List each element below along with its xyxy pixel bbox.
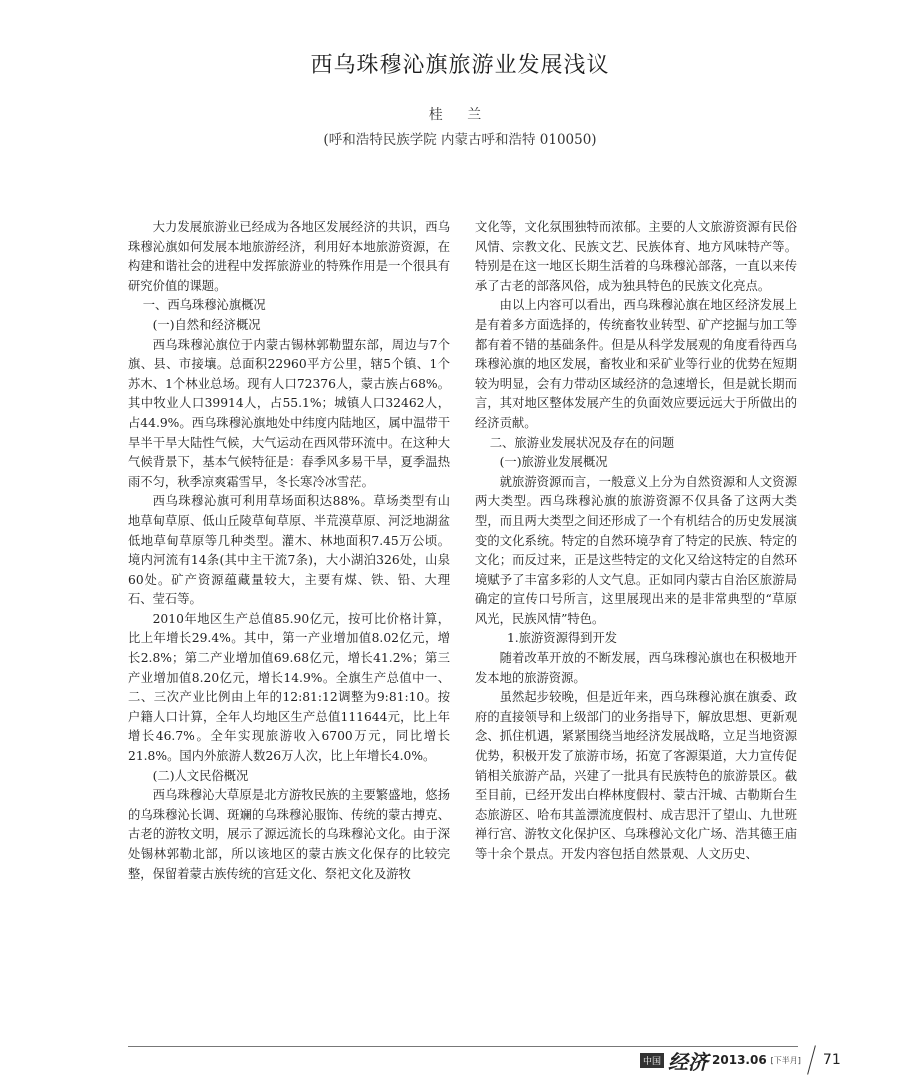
subsection-heading: (二)人文民俗概况 bbox=[152, 768, 249, 783]
section-heading: 一、西乌珠穆沁旗概况 bbox=[142, 298, 266, 313]
article-author: 桂 兰 bbox=[428, 107, 492, 123]
intro-paragraph: 大力发展旅游业已经成为各地区发展经济的共识，西乌珠穆沁旗如何发展本地旅游经济，利用好本地旅游资源，在构建和谐社会的进程中发挥旅游业的特殊作用是一个很具有研究价值的课题。 bbox=[128, 220, 450, 293]
page-footer bbox=[640, 1048, 841, 1072]
magazine-logo-tag: 中国 bbox=[640, 1053, 664, 1068]
body-paragraph: 就旅游资源而言，一般意义上分为自然资源和人文资源两大类型。西乌珠穆沁旗的旅游资源不仅具备了这两大类型，而且两大类型之间还形成了一个有机结合的历史发展演变的文化系统。特定的自然环境孕育了特定的民族、特定的文化；而反过来，正是这些特定的文化又给这特定的自然环境赋予了丰富多彩的人文气息。正如同内蒙古自治区旅游局确定的宣传口号所言，这里展现出来的是非常典型的“草原风光，民族风情”特色。 bbox=[475, 474, 797, 626]
body-paragraph: 西乌珠穆沁旗可利用草场面积达88%。草场类型有山地草甸草原、低山丘陵草甸草原、半荒漠草原、河泛地湖盆低地草甸草原等几种类型。灌木、林地面积7.45万公顷。境内河流有14条(其中主干流7条)，大小湖泊326处，山泉60处。矿产资源蕴藏量较大，主要有煤、铁、铅、大理石、莹石等。 bbox=[128, 494, 450, 607]
body-paragraph: 西乌珠穆沁大草原是北方游牧民族的主要繁盛地，悠扬的乌珠穆沁长调、斑斓的乌珠穆沁服饰、传统的蒙古搏克、古老的游牧文明，展示了源远流长的乌珠穆沁文化。由于深处锡林郭勒北部，所以该地区的蒙古族文化保存的比较完整，保留着蒙古族传统的宫廷文化、祭祀文化及游牧 bbox=[128, 788, 450, 881]
page-number: 71 bbox=[822, 1052, 841, 1068]
body-paragraph: 2010年地区生产总值85.90亿元，按可比价格计算，比上年增长29.4%。其中，第一产业增加值8.02亿元，增长2.8%；第二产业增加值69.68亿元，增长41.2%；第三产业增加值8.20亿元，增长14.9%。全旗生产总值中一、二、三次产业比例由上年的12:81:12调整为9:81:10。按户籍人口计算，全年人均地区生产总值111644元，比上年增长46.7%。全年实现旅游收入6700万元，同比增长21.8%。国内外旅游人数26万人次，比上年增长4.0%。 bbox=[128, 611, 450, 764]
section-heading: 二、旅游业发展状况及存在的问题 bbox=[489, 435, 675, 450]
body-paragraph: 随着改革开放的不断发展，西乌珠穆沁旗也在积极地开发本地的旅游资源。 bbox=[475, 651, 797, 685]
author-affiliation: (呼和浩特民族学院 内蒙古呼和浩特 010050) bbox=[323, 132, 597, 148]
issue-date: 2013.06 bbox=[712, 1053, 767, 1067]
magazine-logo: 经济 bbox=[668, 1049, 709, 1074]
body-paragraph: 虽然起步较晚，但是近年来，西乌珠穆沁旗在旗委、政府的直接领导和上级部门的业务指导下，解放思想、更新观念、抓住机遇，紧紧围绕当地经济发展战略，立足当地资源优势，积极开发了旅游市场，拓宽了客源渠道，大力宣传促销相关旅游产品，兴建了一批具有民族特色的旅游景区。截至目前，已经开发出白桦林度假村、蒙古汗城、古勒斯台生态旅游区、哈布其盖漂流度假村、成吉思汗了望山、九世班禅行宫、游牧文化保护区、乌珠穆沁文化广场、浩其德王庙等十余个景点。开发内容包括自然景观、人文历史、 bbox=[475, 690, 797, 861]
subsection-heading: (一)自然和经济概况 bbox=[152, 317, 261, 332]
article-title: 西乌珠穆沁旗旅游业发展浅议 bbox=[310, 53, 610, 78]
half-month-label: [下半月] bbox=[770, 1055, 801, 1065]
subsubsection-heading: 1.旅游资源得到开发 bbox=[506, 631, 618, 646]
right-column bbox=[475, 218, 797, 865]
body-paragraph: 西乌珠穆沁旗位于内蒙古锡林郭勒盟东部，周边与7个旗、县、市接壤。总面积22960平方公里，辖5个镇、1个苏木、1个林业总场。现有人口72376人，蒙古族占68%。其中牧业人口39914人，占55.1%；城镇人口32462人，占44.9%。西乌珠穆沁旗地处中纬度内陆地区，属中温带干旱半干旱大陆性气候，大气运动在西风带环流中。在这种大气候背景下，基本气候特征是：春季风多易干旱，夏季温热雨不匀，秋季凉爽霜雪早，冬长寒冷冰雪茫。 bbox=[128, 337, 450, 489]
body-paragraph: 文化等，文化氛围独特而浓郁。主要的人文旅游资源有民俗风情、宗教文化、民族文艺、民族体育、地方风味特产等。特别是在这一地区长期生活着的乌珠穆沁部落，一直以来传承了古老的部落风俗，成为独具特色的民族文化亮点。 bbox=[475, 220, 797, 293]
subsection-heading: (一)旅游业发展概况 bbox=[499, 455, 608, 470]
body-paragraph: 由以上内容可以看出，西乌珠穆沁旗在地区经济发展上是有着多方面选择的，传统畜牧业转型、矿产挖掘与加工等都有着不错的基础条件。但是从科学发展观的角度看待西乌珠穆沁旗的地区发展，畜牧业和采矿业等行业的优势在短期较为明显，会有力带动区域经济的急速增长，但是就长期而言，其对地区整体发展产生的负面效应要远远大于所做出的经济贡献。 bbox=[475, 298, 797, 430]
slash-divider-icon bbox=[805, 1047, 819, 1073]
left-column bbox=[128, 218, 450, 884]
